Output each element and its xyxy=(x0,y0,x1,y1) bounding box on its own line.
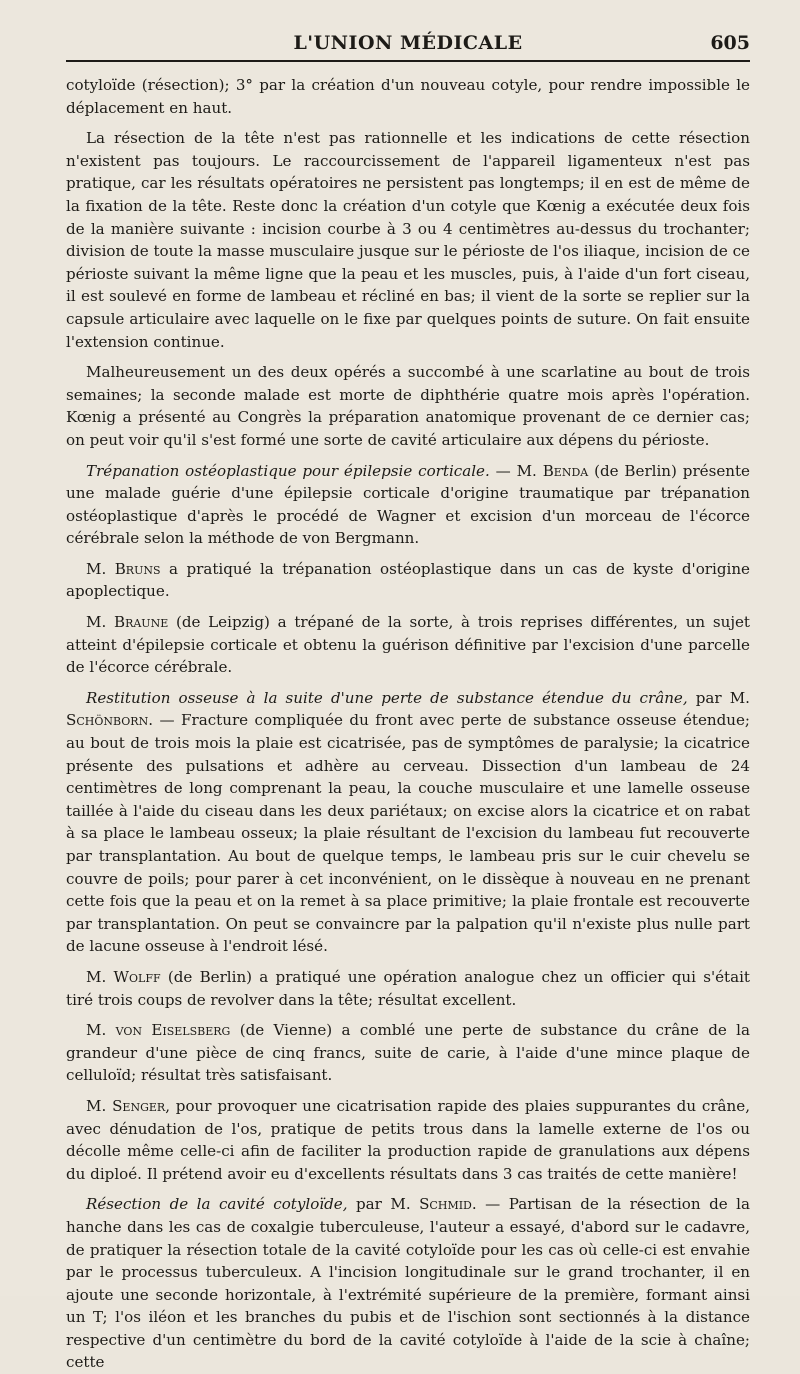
page-header xyxy=(66,32,750,62)
author-name: Senger xyxy=(112,1096,166,1115)
article-body xyxy=(66,74,750,1374)
section-heading: Résection de la cavité cotyloïde, xyxy=(86,1195,348,1214)
paragraph xyxy=(66,460,750,550)
paragraph-text: — M. xyxy=(489,461,543,480)
section-heading: Trépanation ostéoplastique pour épilepsie corticale. xyxy=(86,461,490,480)
paragraph-text: , pour provoquer une cicatrisation rapide des plaies suppurantes du crâne, avec dénudation de l'os, pratique de petits trous dans la lamelle externe de l'os ou décolle même celle-ci afin de faciliter la production rapide de granulations aux dépens du diploé. Il prétend avoir eu d'excellents résultats dans 3 cas traités de cette manière! xyxy=(66,1096,750,1183)
author-name: Schönborn xyxy=(66,711,149,730)
paragraph xyxy=(66,1019,750,1087)
paragraph-text: M. xyxy=(86,613,114,632)
paragraph-text: M. xyxy=(86,1021,116,1040)
paragraph xyxy=(66,1193,750,1374)
paragraph xyxy=(66,1095,750,1185)
paragraph-text: (de Berlin) présente une malade guérie d'une épilepsie corticale d'origine traumatique par trépanation ostéoplastique d'après le procédé de Wagner et excision d'un morceau de l'écorce cérébrale selon la méthode de von Bergmann. xyxy=(66,461,750,548)
paragraph-text: (de Leipzig) a trépané de la sorte, à trois reprises différentes, un sujet atteint d'épilepsie corticale et obtenu la guérison définitive par l'excision d'une parcelle de l'écorce cérébrale. xyxy=(66,613,750,677)
paragraph-text: Malheureusement un des deux opérés a succombé à une scarlatine au bout de trois semaines; la seconde malade est morte de diphthérie quatre mois après l'opération. Kœnig a présenté au Congrès la préparation anatomique provenant de ce dernier cas; on peut voir qu'il s'est formé une sorte de cavité articulaire aux dépens du périoste. xyxy=(66,363,750,449)
header-rule xyxy=(66,60,750,62)
paragraph-text: La résection de la tête n'est pas rationnelle et les indications de cette résection n'existent pas toujours. Le raccourcissement de l'appareil ligamenteux n'est pas pratique, car les résultats opératoires ne persistent pas longtemps; il en est de même de la fixation de la tête. Reste donc la création d'un cotyle que Kœnig a exécutée deux fois de la manière suivante : incision courbe à 3 ou 4 centimètres au-dessus du trochanter; division de toute la masse musculaire jusque sur le périoste de l'os iliaque, incision de ce périoste suivant la même ligne que la peau et les muscles, puis, à l'aide d'un fort ciseau, il est soulevé en forme de lambeau et récliné en bas; il vient de la sorte se replier sur la capsule articulaire avec laquelle on le fixe par quelques points de suture. On fait ensuite l'extension continue. xyxy=(66,129,750,351)
author-name: Schmid xyxy=(419,1195,472,1214)
paragraph-text: . — Partisan de la résection de la hanche dans les cas de coxalgie tuberculeuse, l'auteur a essayé, d'abord sur le cadavre, de pratiquer la résection totale de la cavité cotyloïde pour les cas où celle-ci est envahie par le processus tuberculeux. A l'incision longitudinale sur le grand trochanter, il en ajoute une seconde horizontale, à l'extrémité supérieure de la première, formant ainsi un T; l'os iléon et les branches du pubis et de l'ischion sont sectionnés à la distance respective d'un centimètre du bord de la cavité cotyloïde à l'aide de la scie à chaîne; cette xyxy=(66,1195,750,1372)
paragraph-text: (de Berlin) a pratiqué une opération analogue chez un officier qui s'était tiré trois coups de revolver dans la tête; résultat excellent. xyxy=(66,967,750,1009)
paragraph xyxy=(66,127,750,353)
paragraph xyxy=(66,558,750,603)
paragraph-text: M. xyxy=(86,1096,113,1115)
paragraph-text: a pratiqué la trépanation ostéoplastique dans un cas de kyste d'origine apoplectique. xyxy=(66,559,750,601)
paragraph xyxy=(66,361,750,451)
paragraph xyxy=(66,74,750,119)
paragraph-text: M. xyxy=(86,559,115,578)
section-heading: Restitution osseuse à la suite d'une perte de substance étendue du crâne, xyxy=(86,688,688,707)
author-name: Benda xyxy=(542,461,589,480)
paragraph-text: (de Vienne) a comblé une perte de substance du crâne de la grandeur d'une pièce de cinq francs, suite de carie, à l'aide d'une mince plaque de celluloïd; résultat très satisfaisant. xyxy=(66,1021,751,1085)
author-name: von Eiselsberg xyxy=(115,1021,231,1040)
paragraph-text: M. xyxy=(86,967,114,986)
author-name: Bruns xyxy=(114,559,161,578)
author-name: Wolff xyxy=(113,967,161,986)
paragraph-text: cotyloïde (résection); 3° par la création d'un nouveau cotyle, pour rendre impossible le déplacement en haut. xyxy=(66,76,750,117)
page-number: 605 xyxy=(710,32,750,54)
author-name: Braune xyxy=(113,613,169,632)
running-title: L'UNION MÉDICALE xyxy=(293,32,523,54)
paragraph-text: . — Fracture compliquée du front avec perte de substance osseuse étendue; au bout de trois mois la plaie est cicatrisée, pas de symptômes de paralysie; la cicatrice présente des pulsations et adhère au cerveau. Dissection d'un lambeau de 24 centimètres de long comprenant la peau, la couche musculaire et une lamelle osseuse taillée à l'aide du ciseau dans les deux pariétaux; on excise alors la cicatrice et on rabat à sa place le lambeau osseux; la plaie résultant de l'excision du lambeau fut recouverte par transplantation. Au bout de quelque temps, le lambeau pris sur le cuir chevelu se couvre de poils; pour parer à cet inconvénient, on le dissèque à nouveau en ne prenant cette fois que la peau et on la remet à sa place primitive; la plaie frontale est recouverte par transplantation. On peut se convaincre par la palpation qu'il n'existe plus nulle part de lacune osseuse à l'endroit lésé. xyxy=(66,711,750,956)
paragraph xyxy=(66,687,750,958)
paragraph-text: par M. xyxy=(687,688,750,707)
paragraph-text: par M. xyxy=(347,1195,420,1214)
paragraph xyxy=(66,966,750,1011)
paragraph xyxy=(66,611,750,679)
